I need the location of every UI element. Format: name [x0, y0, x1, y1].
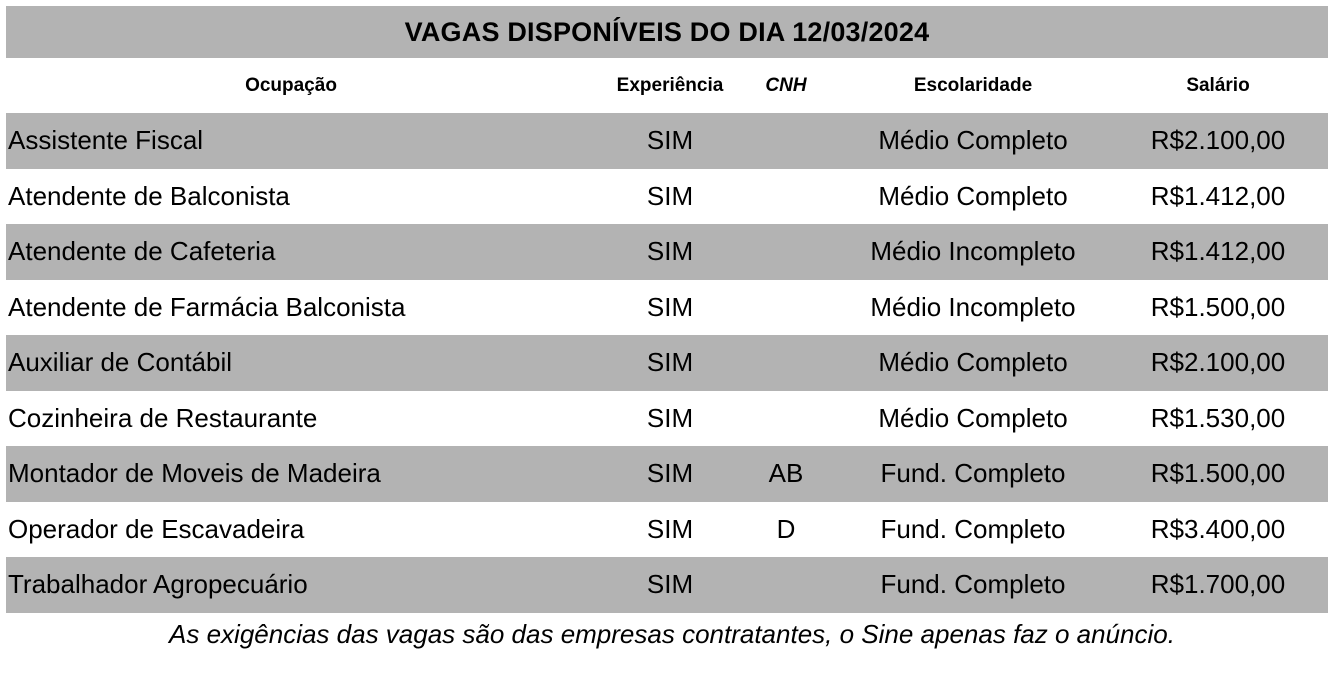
cell-escolaridade: Médio Completo: [838, 113, 1108, 169]
cell-experiencia: SIM: [646, 180, 694, 211]
cell-escolaridade: Fund. Completo: [880, 513, 1066, 544]
table-row: [6, 169, 1328, 225]
cell-ocupacao: Atendente de Cafeteria: [6, 224, 606, 280]
table-row: [6, 557, 1328, 613]
cell-cnh: [734, 391, 838, 447]
footnote: As exigências das vagas são das empresas contratantes, o Sine apenas faz o anúncio.: [169, 618, 1175, 649]
table-row: [6, 224, 1328, 280]
page-title: VAGAS DISPONÍVEIS DO DIA 12/03/2024: [6, 6, 1328, 58]
column-header-escolaridade: Escolaridade: [913, 74, 1033, 96]
column-header-salario: Salário: [1186, 74, 1250, 96]
cell-ocupacao: Cozinheira de Restaurante: [8, 402, 318, 433]
cell-escolaridade: Médio Completo: [878, 180, 1068, 211]
cell-cnh: AB: [734, 446, 838, 502]
cell-ocupacao: Atendente de Balconista: [8, 180, 290, 211]
cell-salario: R$1.500,00: [1150, 291, 1286, 322]
column-header-cnh: CNH: [765, 74, 807, 96]
cell-ocupacao: Montador de Moveis de Madeira: [6, 446, 606, 502]
cell-ocupacao: Auxiliar de Contábil: [6, 335, 606, 391]
cell-ocupacao: Atendente de Farmácia Balconista: [8, 291, 406, 322]
cell-experiencia: SIM: [646, 291, 694, 322]
cell-escolaridade: Médio Completo: [838, 335, 1108, 391]
cell-escolaridade: Médio Completo: [878, 402, 1068, 433]
cell-cnh: [734, 557, 838, 613]
cell-experiencia: SIM: [606, 224, 734, 280]
table-row: [6, 280, 1328, 336]
cell-salario: R$1.530,00: [1150, 402, 1286, 433]
cell-experiencia: SIM: [606, 557, 734, 613]
cell-cnh: D: [776, 513, 796, 544]
cell-escolaridade: Fund. Completo: [838, 557, 1108, 613]
column-header-experiencia: Experiência: [616, 74, 724, 96]
cell-salario: R$1.412,00: [1108, 224, 1328, 280]
cell-cnh: [734, 335, 838, 391]
cell-experiencia: SIM: [606, 335, 734, 391]
cell-salario: R$2.100,00: [1108, 113, 1328, 169]
table-row: [6, 502, 1328, 558]
cell-salario: R$2.100,00: [1108, 335, 1328, 391]
cell-salario: R$1.700,00: [1108, 557, 1328, 613]
cell-salario: R$1.412,00: [1150, 180, 1286, 211]
table-row: [6, 446, 1328, 502]
cell-escolaridade: Médio Incompleto: [838, 224, 1108, 280]
cell-ocupacao: Trabalhador Agropecuário: [6, 557, 606, 613]
cell-experiencia: SIM: [606, 113, 734, 169]
cell-escolaridade: Médio Incompleto: [870, 291, 1076, 322]
job-listing-sheet: [6, 6, 1328, 650]
job-table: [6, 58, 1328, 613]
table-row: [6, 335, 1328, 391]
cell-ocupacao: Assistente Fiscal: [6, 113, 606, 169]
cell-ocupacao: Operador de Escavadeira: [8, 513, 305, 544]
cell-experiencia: SIM: [606, 446, 734, 502]
cell-escolaridade: Fund. Completo: [838, 446, 1108, 502]
cell-experiencia: SIM: [646, 513, 694, 544]
cell-cnh: [734, 280, 838, 336]
column-header-ocupacao: Ocupação: [245, 74, 337, 96]
table-row: [6, 391, 1328, 447]
cell-cnh: [734, 113, 838, 169]
cell-cnh: [734, 224, 838, 280]
table-header-row: [6, 58, 1328, 113]
cell-experiencia: SIM: [646, 402, 694, 433]
cell-salario: R$1.500,00: [1108, 446, 1328, 502]
table-row: [6, 113, 1328, 169]
cell-salario: R$3.400,00: [1150, 513, 1286, 544]
cell-cnh: [734, 169, 838, 225]
